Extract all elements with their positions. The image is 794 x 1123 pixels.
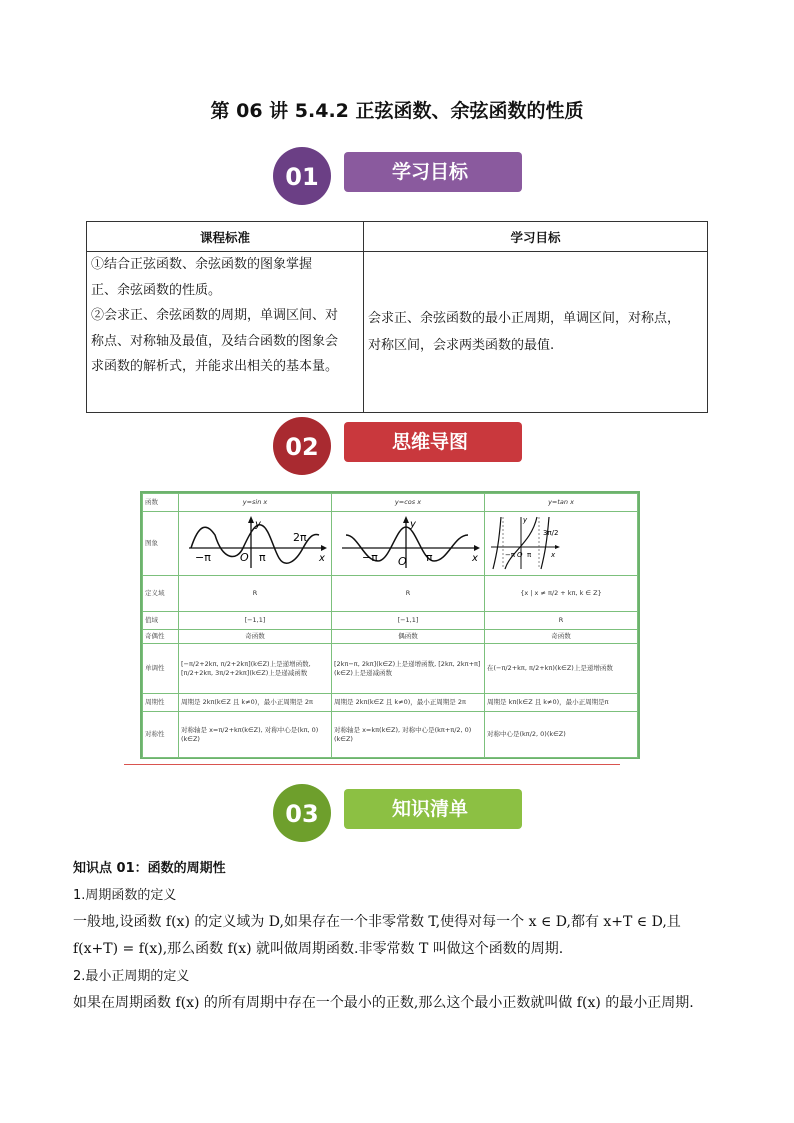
- mm-cell: 周期是 2kπ(k∈Z 且 k≠0)，最小正周期是 2π: [179, 694, 332, 712]
- mm-col-header: y=tan x: [485, 494, 638, 512]
- goals-header-objective: 学习目标: [364, 222, 708, 252]
- sin-graph: [181, 513, 331, 571]
- goals-standard-cell: [87, 252, 364, 413]
- origin-label: O: [517, 551, 523, 559]
- goals-header-standard: 课程标准: [87, 222, 364, 252]
- mm-row-label: 值域: [143, 612, 179, 630]
- goals-standard-line: 称点、对称轴及最值，及结合函数的图象会: [91, 333, 339, 349]
- goals-standard-line: 求函数的解析式，并能求出相关的基本量。: [91, 359, 339, 374]
- mm-row-label: 定义域: [143, 576, 179, 612]
- axis-label-y: y: [523, 516, 528, 524]
- mm-row-label: 对称性: [143, 712, 179, 758]
- mm-cell: R: [332, 576, 485, 612]
- mm-row-label: 图象: [143, 512, 179, 576]
- y-axis-arrow: [403, 516, 409, 523]
- tan-graph: [487, 513, 637, 571]
- axis-label-x: x: [551, 551, 556, 559]
- mm-cell: R: [485, 612, 638, 630]
- cos-graph: [334, 513, 484, 571]
- mm-cell: {x | x ≠ π/2 + kπ, k ∈ Z}: [485, 576, 638, 612]
- mm-cell: 奇函数: [485, 630, 638, 644]
- mm-col-header: 函数: [143, 494, 179, 512]
- mm-col-header: y=cos x: [332, 494, 485, 512]
- mm-cell: R: [179, 576, 332, 612]
- paragraph-line: f(x+T) = f(x),那么函数 f(x) 就叫做周期函数.非零常数 T 叫做这个函数的周期.: [73, 941, 564, 957]
- mm-cell: [−π/2+2kπ, π/2+2kπ](k∈Z)上是递增函数, [π/2+2kπ, 3π/2+2kπ](k∈Z)上是递减函数: [179, 644, 332, 694]
- goals-standard-line: ①结合正弦函数、余弦函数的图象掌握: [91, 257, 313, 272]
- section-badge-03: [270, 783, 526, 843]
- mm-row-label: 奇偶性: [143, 630, 179, 644]
- sin-graph-cell: [179, 512, 332, 576]
- cos-graph-cell: [332, 512, 485, 576]
- mm-cell: 在(−π/2+kπ, π/2+kπ)(k∈Z)上是递增函数: [485, 644, 638, 694]
- mm-cell: [−1,1]: [179, 612, 332, 630]
- mm-cell: 偶函数: [332, 630, 485, 644]
- section-label: 思维导图: [391, 431, 469, 453]
- tick-label: 3π/2: [543, 529, 559, 537]
- x-axis-arrow: [321, 545, 327, 551]
- tick-label: −π: [362, 551, 378, 564]
- knowledge-section: [73, 855, 733, 1017]
- origin-label: O: [240, 551, 249, 564]
- mm-col-header: y=sin x: [179, 494, 332, 512]
- goals-standard-line: ②会求正、余弦函数的周期，单调区间、对: [91, 308, 339, 323]
- mm-cell: 周期是 2kπ(k∈Z 且 k≠0)，最小正周期是 2π: [332, 694, 485, 712]
- tick-label: −π: [505, 551, 516, 559]
- x-axis-arrow: [474, 545, 480, 551]
- section-number: 03: [285, 800, 319, 828]
- axis-label-x: x: [472, 553, 478, 564]
- item-title: 1.周期函数的定义: [73, 888, 177, 903]
- section-badge-02: [270, 416, 526, 476]
- mindmap-table: [140, 491, 640, 759]
- mm-cell: 周期是 kπ(k∈Z 且 k≠0)，最小正周期是π: [485, 694, 638, 712]
- axis-label-y: y: [255, 519, 261, 530]
- divider-line: [124, 764, 620, 765]
- section-label: 学习目标: [391, 161, 469, 183]
- knowledge-heading: 知识点 01：函数的周期性: [73, 861, 226, 876]
- goals-objective-line: 对称区间，会求两类函数的最值.: [368, 338, 555, 353]
- goals-table: [86, 221, 708, 413]
- goals-objective-line: 会求正、余弦函数的最小正周期，单调区间，对称点，: [368, 311, 681, 326]
- mm-cell: 对称轴是 x=kπ(k∈Z), 对称中心是(kπ+π/2, 0)(k∈Z): [332, 712, 485, 758]
- goals-standard-line: 正、余弦函数的性质。: [91, 282, 222, 298]
- mm-cell: [2kπ−π, 2kπ](k∈Z)上是递增函数, [2kπ, 2kπ+π](k∈Z)上是递减函数: [332, 644, 485, 694]
- tick-label: −π: [195, 551, 211, 564]
- mm-cell: [−1,1]: [332, 612, 485, 630]
- tick-label: 2π: [293, 531, 307, 544]
- mm-row-label: 周期性: [143, 694, 179, 712]
- axis-label-x: x: [319, 553, 325, 564]
- tan-graph-cell: [485, 512, 638, 576]
- axis-label-y: y: [410, 519, 416, 530]
- paragraph-line: 如果在周期函数 f(x) 的所有周期中存在一个最小的正数,那么这个最小正数就叫做 f(x) 的最小正周期.: [73, 995, 694, 1011]
- item-title: 2.最小正周期的定义: [73, 969, 190, 984]
- tick-label: π: [426, 551, 433, 564]
- section-badge-01: [270, 146, 526, 206]
- tick-label: π: [259, 551, 266, 564]
- tangent-branch: [541, 517, 549, 569]
- section-label: 知识清单: [391, 798, 469, 820]
- page-title: 第 06 讲 5.4.2 正弦函数、余弦函数的性质: [210, 100, 584, 122]
- mm-cell: 奇函数: [179, 630, 332, 644]
- tangent-branch: [493, 517, 501, 569]
- tick-label: π: [527, 551, 532, 559]
- y-axis-arrow: [248, 516, 254, 523]
- mm-cell: 对称轴是 x=π/2+kπ(k∈Z), 对称中心是(kπ, 0)(k∈Z): [179, 712, 332, 758]
- section-number: 02: [285, 433, 319, 461]
- paragraph-line: 一般地,设函数 f(x) 的定义域为 D,如果存在一个非零常数 T,使得对每一个 x ∈ D,都有 x+T ∈ D,且: [73, 914, 681, 930]
- mm-row-label: 单调性: [143, 644, 179, 694]
- mm-cell: 对称中心是(kπ/2, 0)(k∈Z): [485, 712, 638, 758]
- goals-objective-cell: [364, 252, 708, 413]
- section-number: 01: [285, 163, 319, 191]
- origin-label: O: [398, 555, 407, 568]
- x-axis-arrow: [555, 545, 560, 549]
